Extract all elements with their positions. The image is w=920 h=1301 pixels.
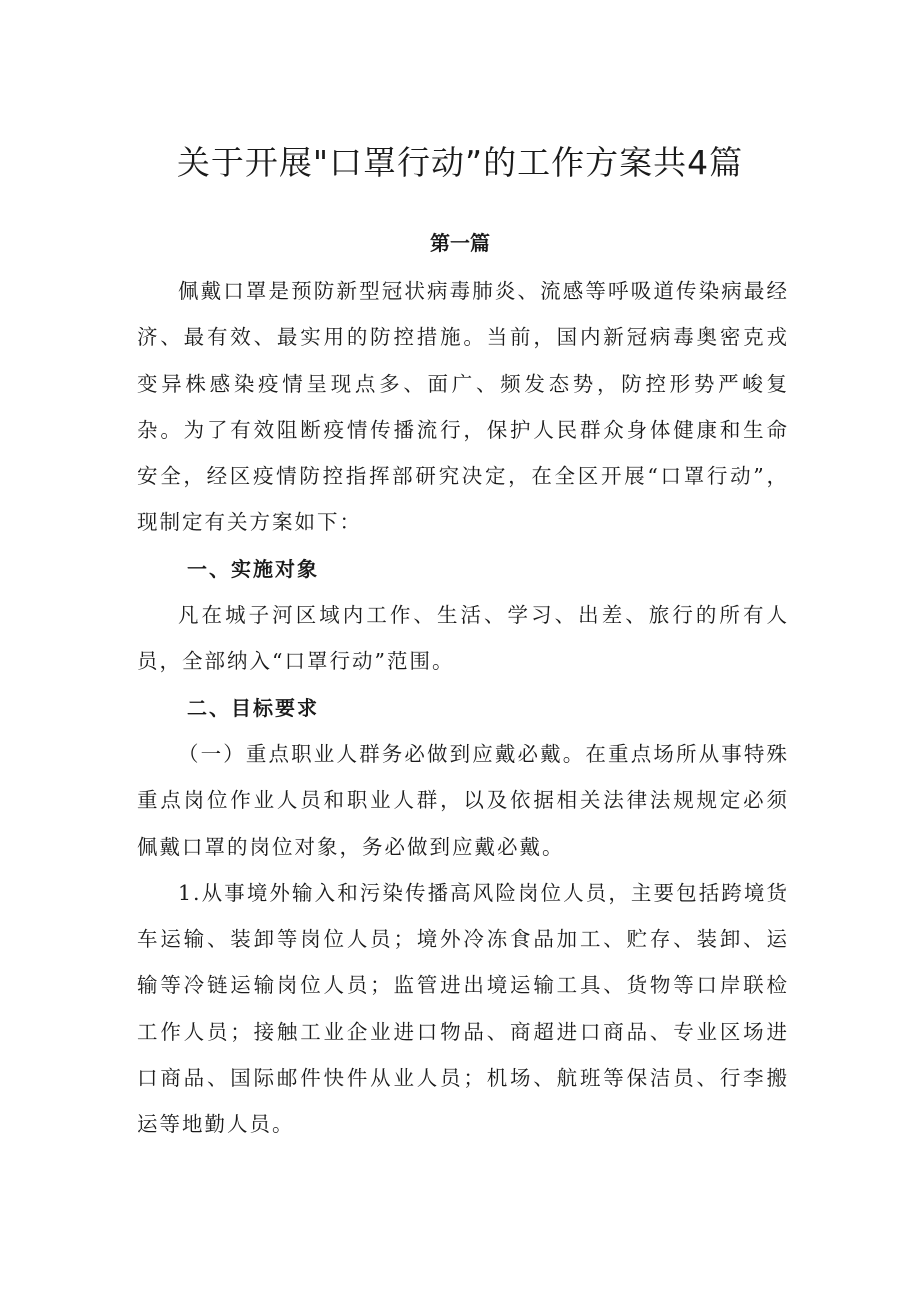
section-1-paragraph: 凡在城子河区域内工作、生活、学习、出差、旅行的所有人员，全部纳入“口罩行动”范围。 <box>137 603 789 674</box>
document-title: 关于开展"口罩行动”的工作方案共4篇 <box>176 143 744 182</box>
section-2-item-1: （一）重点职业人群务必做到应戴必戴。在重点场所从事特殊重点岗位作业人员和职业人群，以及依据相关法律法规规定必须佩戴口罩的岗位对象，务必做到应戴必戴。 <box>137 741 789 859</box>
document-body <box>137 268 789 1148</box>
section-heading-2: 二、目标要求 <box>187 695 319 720</box>
section-heading-1: 一、实施对象 <box>187 556 319 581</box>
intro-paragraph: 佩戴口罩是预防新型冠状病毒肺炎、流感等呼吸道传染病最经济、最有效、最实用的防控措施。当前，国内新冠病毒奥密克戎变异株感染疫情呈现点多、面广、频发态势，防控形势严峻复杂。为了有效阻断疫情传播流行，保护人民群众身体健康和生命安全，经区疫情防控指挥部研究决定，在全区开展“口罩行动”，现制定有关方案如下： <box>137 279 789 535</box>
part-title: 第一篇 <box>430 231 490 255</box>
section-2-item-1-sub-1: 1.从事境外输入和污染传播高风险岗位人员，主要包括跨境货车运输、装卸等岗位人员；境外冷冻食品加工、贮存、装卸、运输等冷链运输岗位人员；监管进出境运输工具、货物等口岸联检工作人员；接触工业企业进口物品、商超进口商品、专业区场进口商品、国际邮件快件从业人员；机场、航班等保洁员、行李搬运等地勤人员。 <box>137 880 789 1137</box>
